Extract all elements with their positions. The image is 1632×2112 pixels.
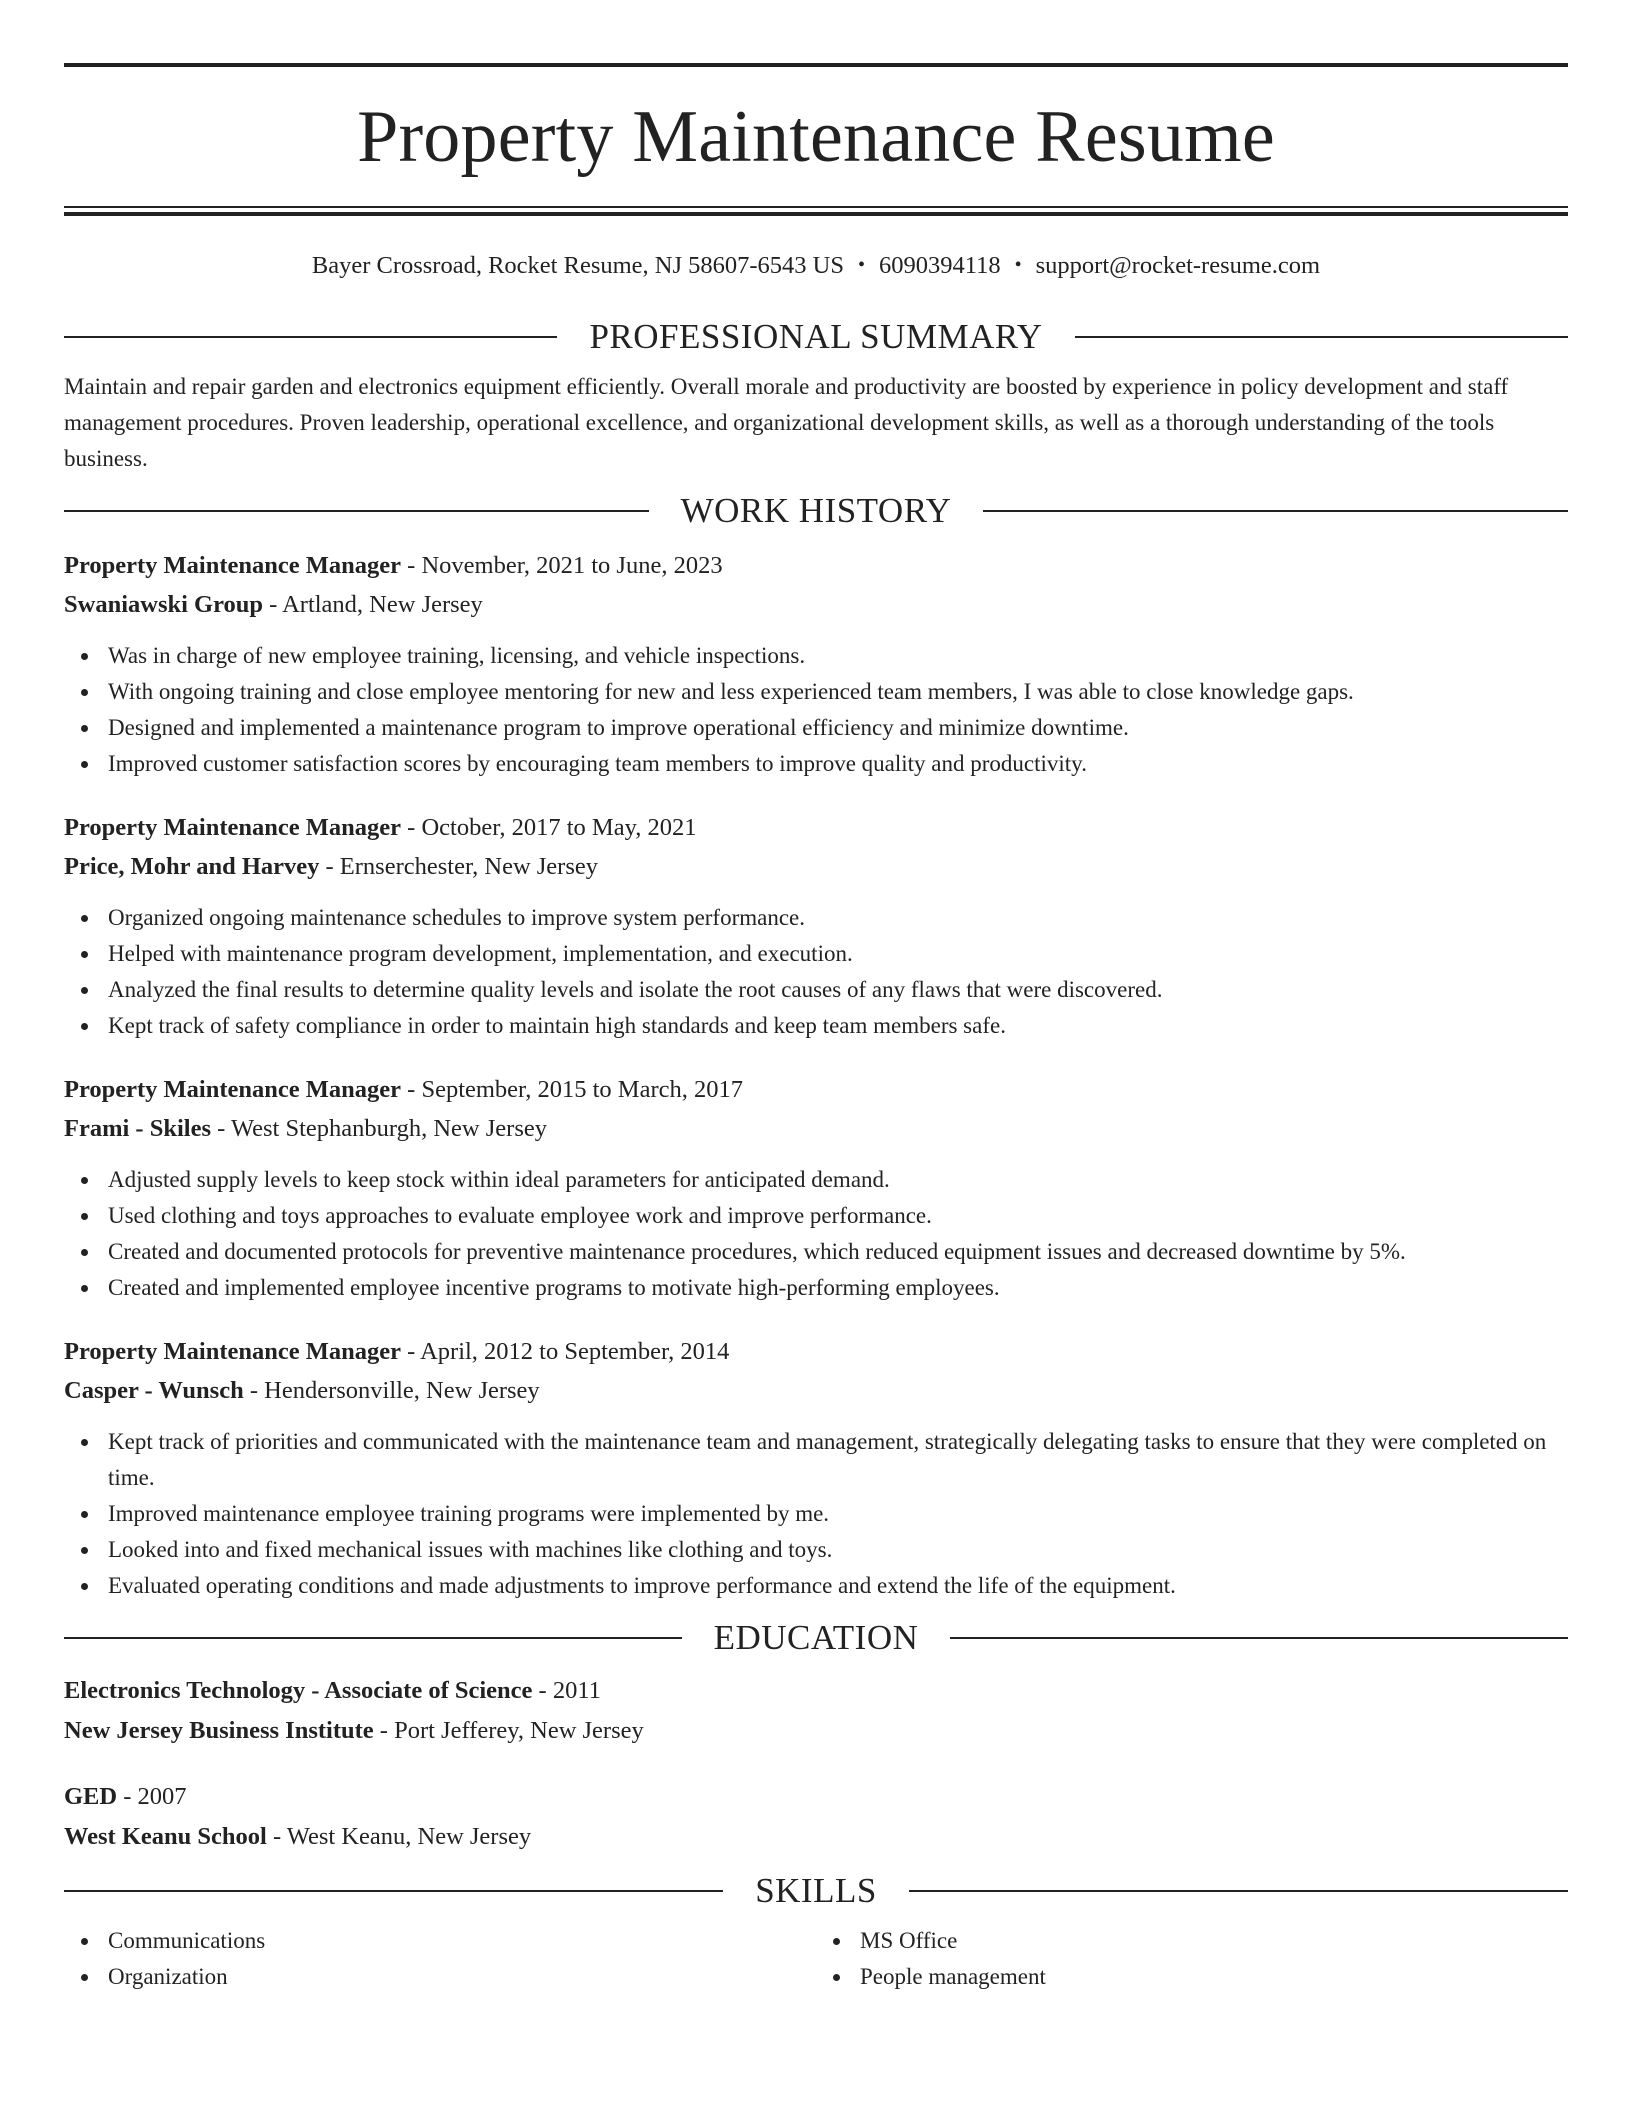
skills-list xyxy=(64,1923,1568,1995)
list-item: Looked into and fixed mechanical issues with machines like clothing and toys. xyxy=(64,1532,1568,1568)
header-rule xyxy=(983,510,1568,512)
school-name: West Keanu School xyxy=(64,1823,267,1850)
degree-year: - 2007 xyxy=(117,1783,187,1810)
job-entry xyxy=(64,810,1568,1044)
job-bullets xyxy=(64,900,1568,1044)
job-title-line xyxy=(64,548,1568,584)
job-dates: - April, 2012 to September, 2014 xyxy=(401,1338,730,1365)
degree-line xyxy=(64,1673,1568,1709)
job-dates: - November, 2021 to June, 2023 xyxy=(401,552,723,579)
job-company-line xyxy=(64,1373,1568,1409)
job-entry xyxy=(64,1072,1568,1306)
list-item: Organized ongoing maintenance schedules to improve system performance. xyxy=(64,900,1568,936)
degree-name: Electronics Technology - Associate of Science xyxy=(64,1677,533,1704)
header-rule xyxy=(909,1890,1568,1892)
header-rule xyxy=(950,1637,1568,1639)
degree-name: GED xyxy=(64,1783,118,1810)
list-item: With ongoing training and close employee mentoring for new and less experienced team members, I was able to close knowledge gaps. xyxy=(64,674,1568,710)
list-item: Improved customer satisfaction scores by encouraging team members to improve quality and productivity. xyxy=(64,746,1568,782)
job-location: - Artland, New Jersey xyxy=(263,591,483,618)
skills-column-right xyxy=(816,1923,1568,1995)
summary-text: Maintain and repair garden and electronics equipment efficiently. Overall morale and productivity are boosted by experience in policy development and staff management procedures. Proven leadership, operational excellence, and organizational development skills, as well as a thorough understanding of the tools business. xyxy=(64,374,1509,471)
header-rule xyxy=(64,510,649,512)
contact-email: support@rocket-resume.com xyxy=(1035,252,1321,279)
section-header-work-history xyxy=(64,491,1568,531)
job-bullets xyxy=(64,638,1568,782)
skill-item: Organization xyxy=(64,1959,816,1995)
school-name: New Jersey Business Institute xyxy=(64,1717,374,1744)
job-location: - West Stephanburgh, New Jersey xyxy=(211,1115,547,1142)
list-item: Kept track of priorities and communicated with the maintenance team and management, strategically delegating tasks to ensure that they were completed on time. xyxy=(64,1424,1568,1496)
list-item: Created and documented protocols for preventive maintenance procedures, which reduced equipment issues and decreased downtime by 5%. xyxy=(64,1234,1568,1270)
job-company: Frami - Skiles xyxy=(64,1115,211,1142)
section-header-education xyxy=(64,1618,1568,1658)
job-company: Casper - Wunsch xyxy=(64,1377,244,1404)
school-location: - West Keanu, New Jersey xyxy=(266,1823,532,1850)
list-item: Evaluated operating conditions and made adjustments to improve performance and extend the life of the equipment. xyxy=(64,1568,1568,1604)
list-item: Adjusted supply levels to keep stock within ideal parameters for anticipated demand. xyxy=(64,1162,1568,1198)
list-item: Designed and implemented a maintenance program to improve operational efficiency and minimize downtime. xyxy=(64,710,1568,746)
job-title-line xyxy=(64,810,1568,846)
list-item: Improved maintenance employee training programs were implemented by me. xyxy=(64,1496,1568,1532)
job-entry xyxy=(64,548,1568,782)
degree-year: - 2011 xyxy=(532,1677,601,1704)
job-dates: - September, 2015 to March, 2017 xyxy=(401,1076,743,1103)
resume-title: Property Maintenance Resume xyxy=(357,96,1275,178)
title-double-rule xyxy=(64,206,1568,216)
contact-separator: • xyxy=(1014,254,1022,276)
job-bullets xyxy=(64,1162,1568,1306)
job-company-line xyxy=(64,587,1568,623)
header-rule xyxy=(64,1890,723,1892)
section-title-education: EDUCATION xyxy=(713,1618,919,1657)
header-rule xyxy=(1075,336,1568,338)
contact-address: Bayer Crossroad, Rocket Resume, NJ 58607-6543 US xyxy=(311,252,844,279)
list-item: Helped with maintenance program development, implementation, and execution. xyxy=(64,936,1568,972)
resume-page xyxy=(64,0,1568,1995)
skill-item: Communications xyxy=(64,1923,816,1959)
contact-phone: 6090394118 xyxy=(879,252,1001,279)
job-company-line xyxy=(64,849,1568,885)
contact-separator: • xyxy=(858,254,866,276)
list-item: Created and implemented employee incentive programs to motivate high-performing employees. xyxy=(64,1270,1568,1306)
skill-item: People management xyxy=(816,1959,1568,1995)
job-title-line xyxy=(64,1334,1568,1370)
job-location: - Hendersonville, New Jersey xyxy=(243,1377,540,1404)
degree-line xyxy=(64,1779,1568,1815)
top-rule xyxy=(64,63,1568,67)
education-entry xyxy=(64,1673,1568,1749)
job-dates: - October, 2017 to May, 2021 xyxy=(401,814,697,841)
job-entry xyxy=(64,1334,1568,1604)
section-title-work-history: WORK HISTORY xyxy=(680,491,952,530)
job-company-line xyxy=(64,1111,1568,1147)
section-title-skills: SKILLS xyxy=(755,1871,877,1910)
skill-item: MS Office xyxy=(816,1923,1568,1959)
school-location: - Port Jefferey, New Jersey xyxy=(373,1717,644,1744)
job-title: Property Maintenance Manager xyxy=(64,1076,402,1103)
header-rule xyxy=(64,336,557,338)
section-header-skills xyxy=(64,1871,1568,1911)
school-line xyxy=(64,1819,1568,1855)
contact-line xyxy=(64,250,1568,281)
section-header-summary xyxy=(64,317,1568,357)
job-title: Property Maintenance Manager xyxy=(64,552,402,579)
section-title-summary: PROFESSIONAL SUMMARY xyxy=(589,317,1043,356)
job-location: - Ernserchester, New Jersey xyxy=(319,853,598,880)
job-bullets xyxy=(64,1424,1568,1604)
list-item: Kept track of safety compliance in order to maintain high standards and keep team members safe. xyxy=(64,1008,1568,1044)
skills-column-left xyxy=(64,1923,816,1995)
school-line xyxy=(64,1713,1568,1749)
header-rule xyxy=(64,1637,682,1639)
list-item: Analyzed the final results to determine quality levels and isolate the root causes of any flaws that were discovered. xyxy=(64,972,1568,1008)
job-title: Property Maintenance Manager xyxy=(64,1338,402,1365)
list-item: Was in charge of new employee training, licensing, and vehicle inspections. xyxy=(64,638,1568,674)
job-title-line xyxy=(64,1072,1568,1108)
education-entry xyxy=(64,1779,1568,1855)
job-company: Swaniawski Group xyxy=(64,591,264,618)
job-title: Property Maintenance Manager xyxy=(64,814,402,841)
list-item: Used clothing and toys approaches to evaluate employee work and improve performance. xyxy=(64,1198,1568,1234)
job-company: Price, Mohr and Harvey xyxy=(64,853,320,880)
